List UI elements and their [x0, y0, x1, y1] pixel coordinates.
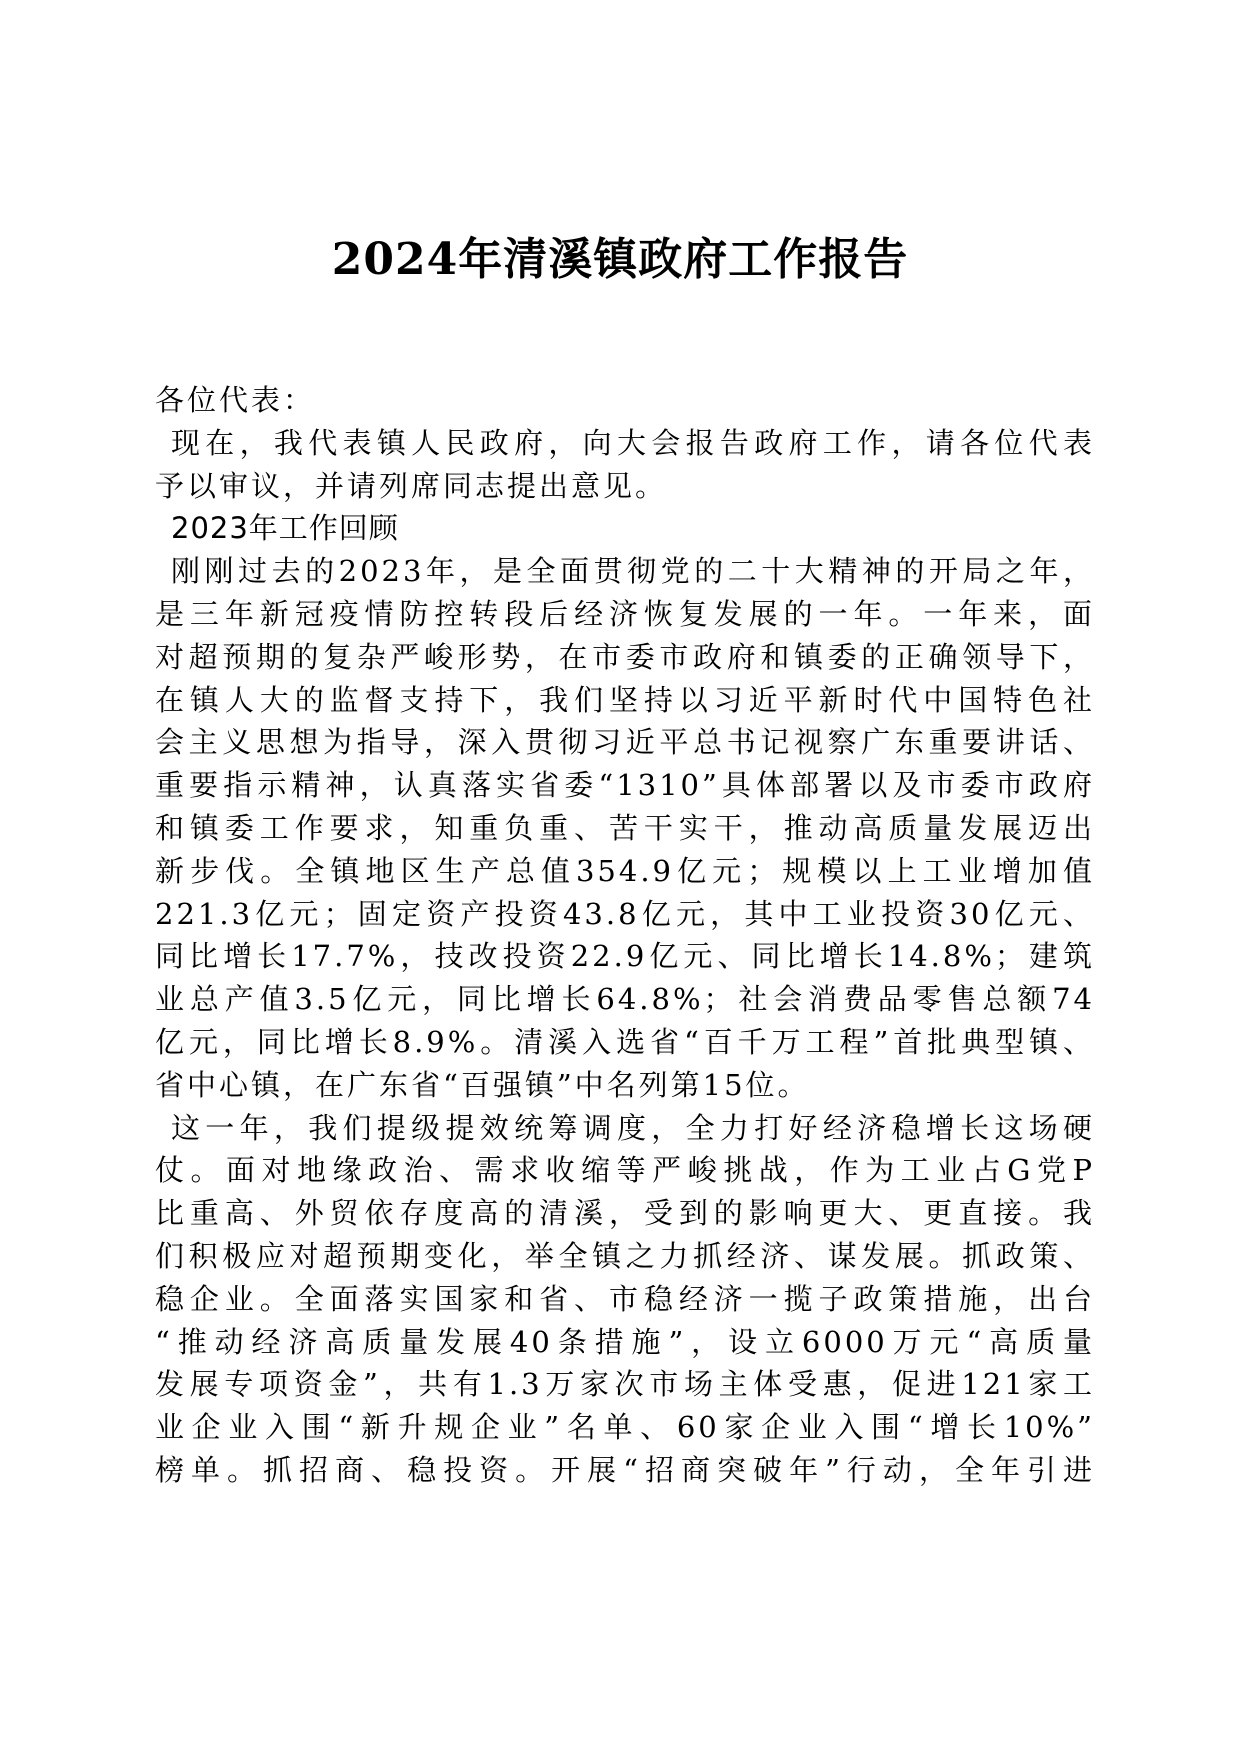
text-line: 各位代表：	[155, 383, 316, 417]
text-line: 新步伐。全镇地区生产总值354.9亿元；规模以上工业增加值	[155, 853, 1095, 888]
text-line: 们积极应对超预期变化，举全镇之力抓经济、谋发展。抓政策、	[155, 1238, 1095, 1273]
opening-paragraph	[155, 422, 1095, 508]
text-line: 会主义思想为指导，深入贯彻习近平总书记视察广东重要讲话、	[155, 725, 1095, 760]
text-line: 现在，我代表镇人民政府，向大会报告政府工作，请各位代表	[171, 425, 1095, 460]
text-line: 稳企业。全面落实国家和省、市稳经济一揽子政策措施，出台	[155, 1281, 1095, 1316]
text-line: “推动经济高质量发展40条措施”，设立6000万元“高质量	[155, 1324, 1095, 1359]
text-line: 在镇人大的监督支持下，我们坚持以习近平新时代中国特色社	[155, 682, 1095, 717]
section-heading-text: 2023年工作回顾	[171, 511, 399, 546]
text-line: 刚刚过去的2023年，是全面贯彻党的二十大精神的开局之年，	[171, 554, 1095, 589]
text-line: 和镇委工作要求，知重负重、苦干实干，推动高质量发展迈出	[155, 810, 1095, 845]
text-line: 省中心镇，在广东省“百强镇”中名列第15位。	[155, 1067, 810, 1102]
text-line: 业总产值3.5亿元，同比增长64.8%；社会消费品零售总额74	[155, 982, 1095, 1017]
section-heading	[155, 507, 1095, 550]
text-line: 同比增长17.7%，技改投资22.9亿元、同比增长14.8%；建筑	[155, 939, 1095, 974]
text-line: 比重高、外贸依存度高的清溪，受到的影响更大、更直接。我	[155, 1196, 1095, 1231]
text-line: 予以审议，并请列席同志提出意见。	[155, 468, 668, 503]
text-line: 榜单。抓招商、稳投资。开展“招商突破年”行动，全年引进	[155, 1452, 1095, 1487]
text-line: 对超预期的复杂严峻形势，在市委市政府和镇委的正确领导下，	[155, 639, 1095, 674]
text-line: 是三年新冠疫情防控转段后经济恢复发展的一年。一年来，面	[155, 596, 1095, 631]
text-line: 221.3亿元；固定资产投资43.8亿元，其中工业投资30亿元、	[155, 896, 1095, 931]
salutation	[155, 379, 1095, 422]
economy-paragraph	[155, 1107, 1095, 1492]
text-line: 这一年，我们提级提效统筹调度，全力打好经济稳增长这场硬	[171, 1110, 1095, 1145]
review-paragraph	[155, 550, 1095, 1106]
document-body	[155, 379, 1095, 1492]
document-title: 2024年清溪镇政府工作报告	[331, 234, 909, 285]
text-line: 仗。面对地缘政治、需求收缩等严峻挑战，作为工业占G党P	[155, 1153, 1095, 1188]
text-line: 业企业入围“新升规企业”名单、60家企业入围“增长10%”	[155, 1410, 1095, 1445]
text-line: 重要指示精神，认真落实省委“1310”具体部署以及市委市政府	[155, 768, 1095, 803]
text-line: 发展专项资金”，共有1.3万家次市场主体受惠，促进121家工	[155, 1367, 1095, 1402]
text-line: 亿元，同比增长8.9%。清溪入选省“百千万工程”首批典型镇、	[155, 1024, 1095, 1059]
